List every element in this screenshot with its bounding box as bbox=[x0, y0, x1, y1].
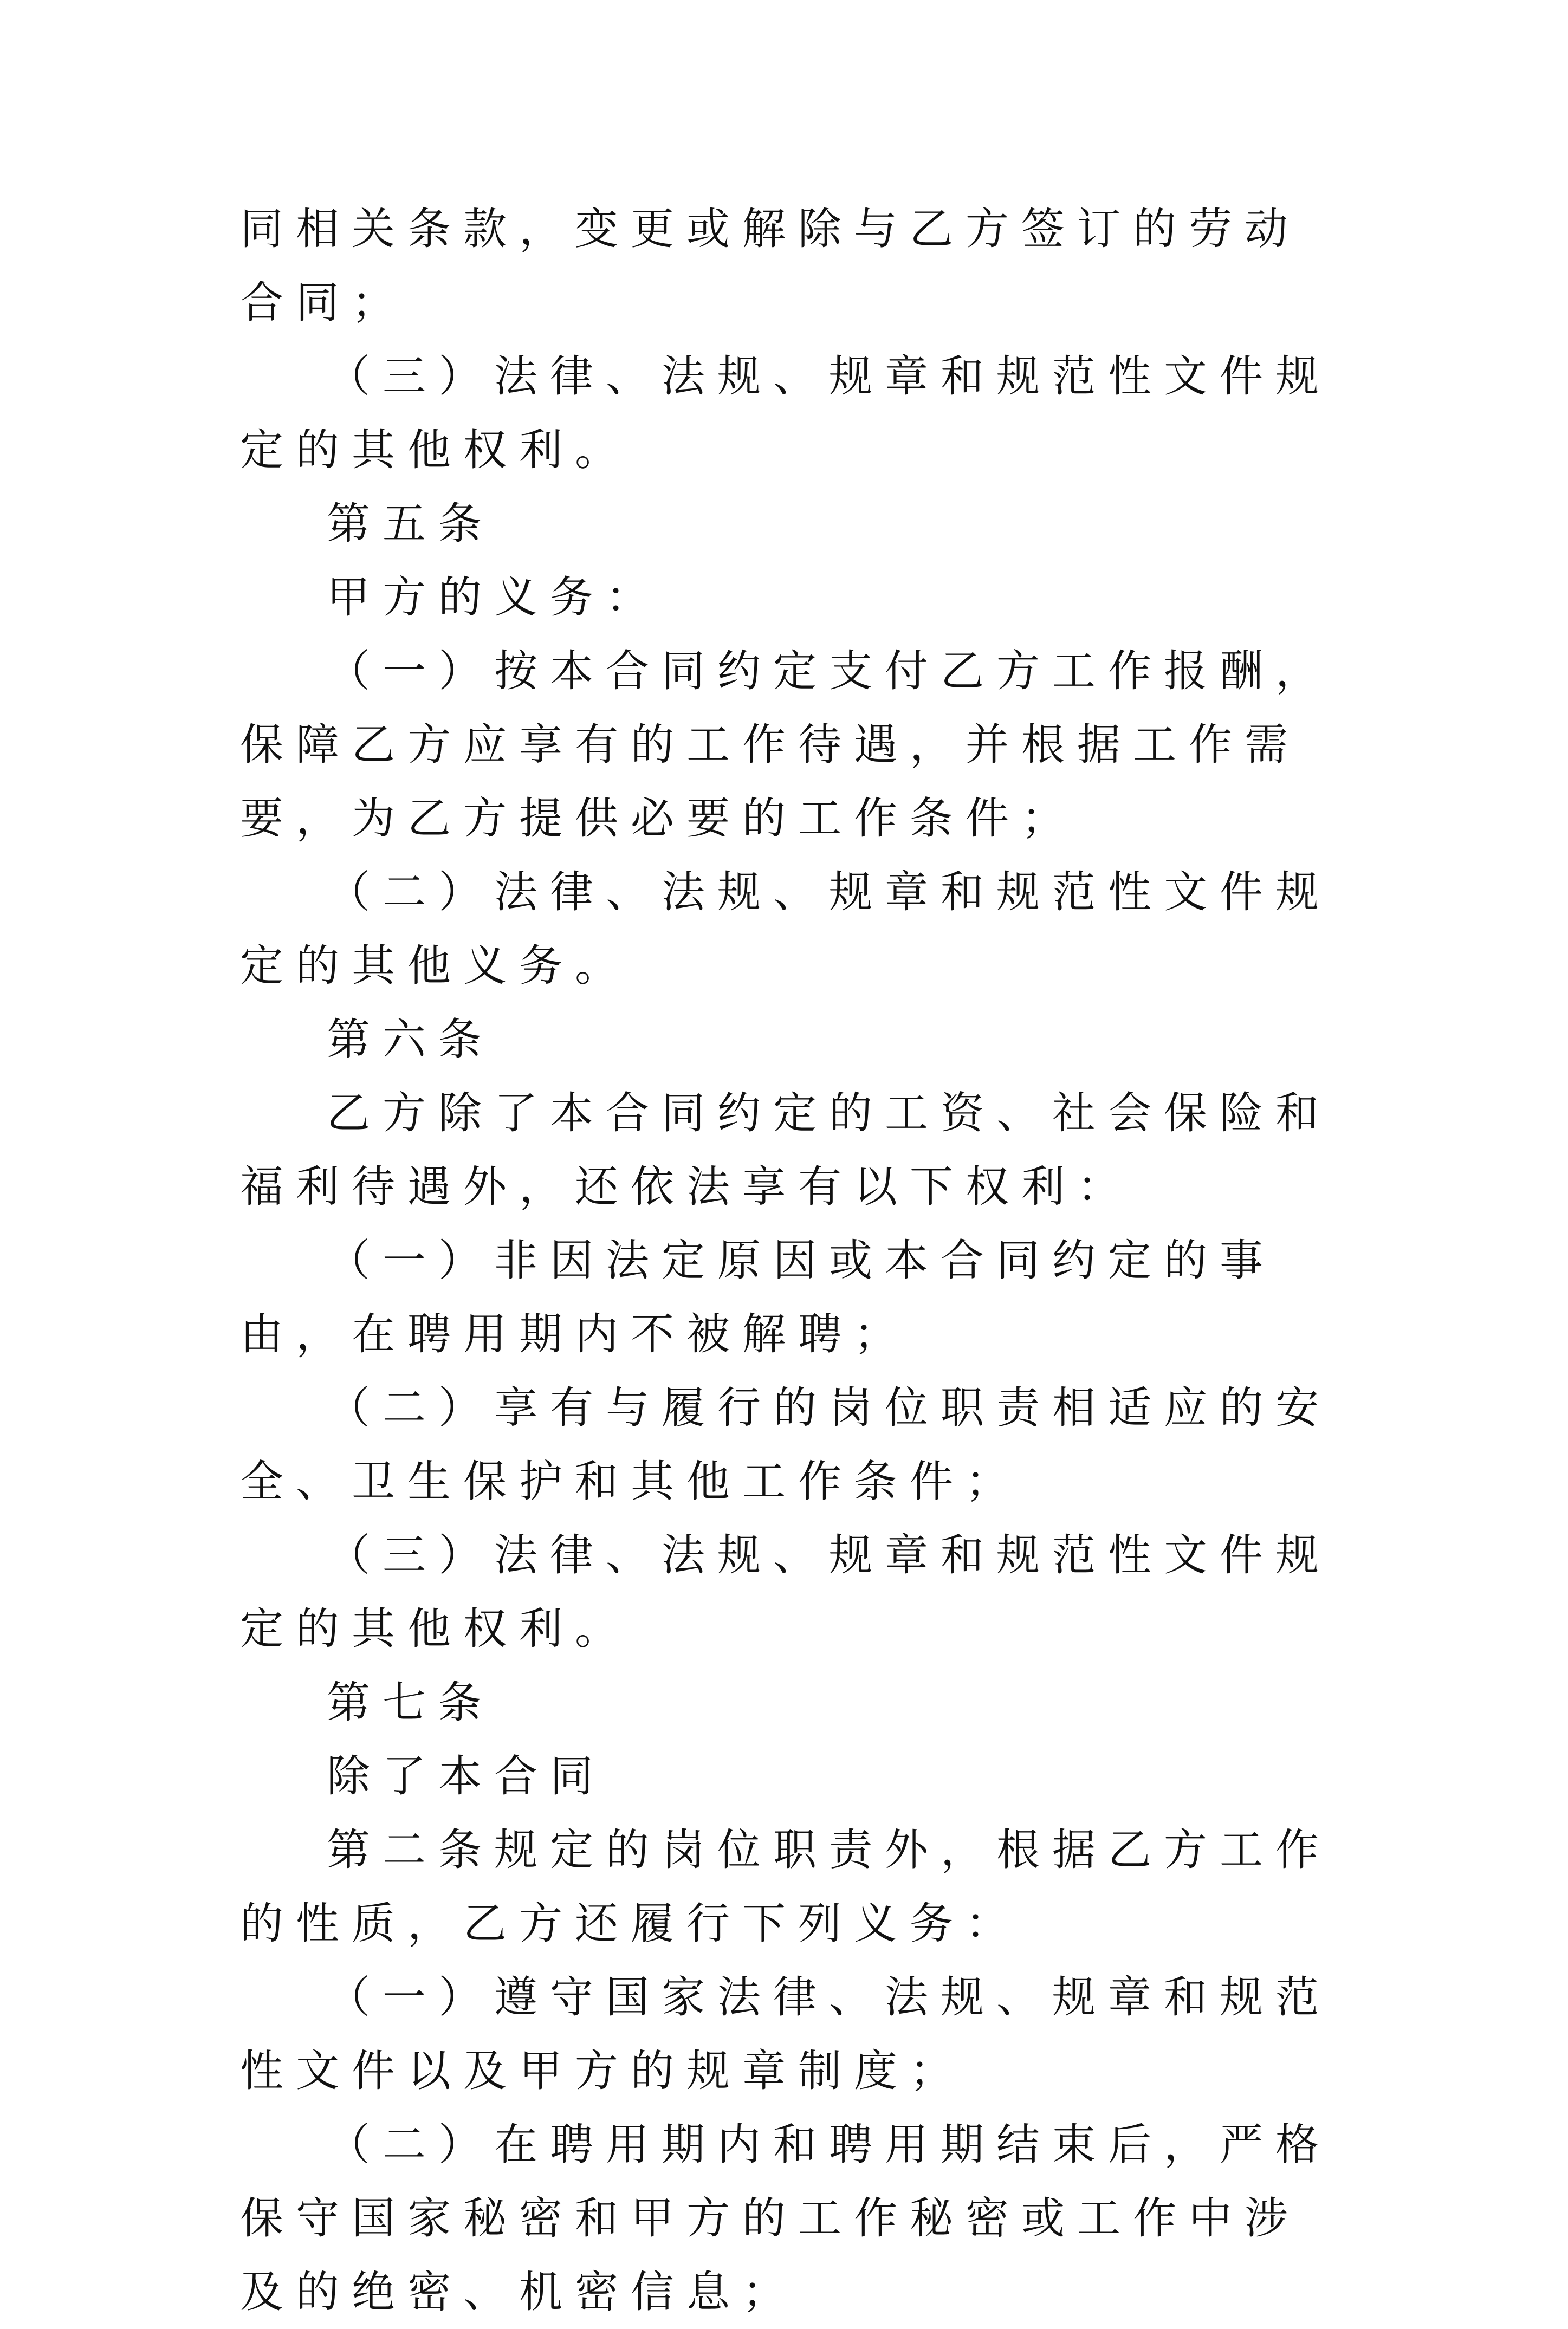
article-5-heading: 第五条 bbox=[327, 498, 494, 549]
party-b-right-item-3: （三）法律、法规、规章和规范性文件规定的其他权利。 bbox=[240, 1530, 1331, 1654]
party-b-rights-intro: 乙方除了本合同约定的工资、社会保险和福利待遇外，还依法享有以下权利： bbox=[240, 1088, 1331, 1212]
article-7-intro-line: 除了本合同 bbox=[327, 1751, 606, 1801]
party-b-obligations-intro: 第二条规定的岗位职责外，根据乙方工作的性质，乙方还履行下列义务： bbox=[240, 1825, 1331, 1949]
article-7-heading: 第七条 bbox=[327, 1677, 494, 1728]
party-b-right-item-2: （二）享有与履行的岗位职责相适应的安全、卫生保护和其他工作条件； bbox=[240, 1383, 1331, 1507]
party-b-obligation-item-1: （一）遵守国家法律、法规、规章和规范性文件以及甲方的规章制度； bbox=[240, 1972, 1331, 2096]
party-b-right-item-1: （一）非因法定原因或本合同约定的事由，在聘用期内不被解聘； bbox=[240, 1235, 1275, 1359]
paragraph-contract-termination-continued: 同相关条款，变更或解除与乙方签订的劳动合同； bbox=[240, 204, 1300, 328]
document-body bbox=[240, 192, 1345, 2329]
party-a-obligations-heading: 甲方的义务： bbox=[327, 572, 662, 622]
party-b-obligation-item-2: （二）在聘用期内和聘用期结束后，严格保守国家秘密和甲方的工作秘密或工作中涉及的绝密、机密信息； bbox=[240, 2119, 1331, 2317]
article-6-heading: 第六条 bbox=[327, 1014, 494, 1065]
party-a-obligation-item-2: （二）法律、法规、规章和规范性文件规定的其他义务。 bbox=[240, 867, 1331, 991]
paragraph-party-a-rights-item-3: （三）法律、法规、规章和规范性文件规定的其他权利。 bbox=[240, 351, 1331, 475]
party-a-obligation-item-1: （一）按本合同约定支付乙方工作报酬，保障乙方应享有的工作待遇，并根据工作需要，为乙方提供必要的工作条件； bbox=[240, 646, 1331, 844]
